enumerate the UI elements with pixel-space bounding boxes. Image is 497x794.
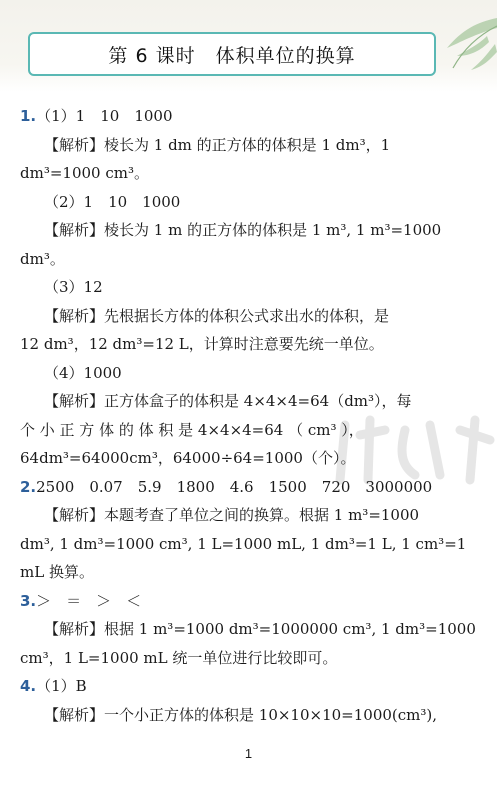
line-text: dm³=1000 cm³。	[20, 164, 149, 182]
answer-line	[20, 216, 480, 245]
answer-line	[20, 273, 480, 302]
answer-line	[20, 159, 480, 188]
answer-line	[20, 302, 480, 331]
line-text: 【解析】正方体盒子的体积是 4×4×4=64（dm³），每	[44, 392, 412, 410]
line-text: 2500 0.07 5.9 1800 4.6 1500 720 3000000	[36, 477, 433, 496]
line-text: （3）12	[44, 278, 103, 296]
line-text: （1）B	[36, 677, 87, 695]
answer-line	[20, 501, 480, 530]
line-text: 64dm³=64000cm³，64000÷64=1000（个）。	[20, 449, 356, 467]
answer-line	[20, 131, 480, 160]
answer-line	[20, 444, 480, 473]
question-number: 1.	[20, 107, 37, 125]
answer-line	[20, 245, 480, 274]
answer-line	[20, 387, 480, 416]
answer-content	[20, 102, 480, 729]
line-text: 【解析】棱长为 1 m 的正方体的体积是 1 m³, 1 m³=1000	[44, 221, 442, 239]
line-text: 【解析】根据 1 m³=1000 dm³=1000000 cm³, 1 dm³=1000	[44, 620, 476, 638]
line-text: （2）1 10 1000	[44, 192, 181, 211]
answer-line	[20, 416, 480, 445]
line-text: cm³，1 L=1000 mL 统一单位进行比较即可。	[20, 648, 338, 667]
answer-line	[20, 701, 480, 730]
line-text: 个 小 正 方 体 的 体 积 是 4×4×4=64 （ cm³ ），	[20, 420, 364, 439]
line-text: 12 dm³，12 dm³=12 L，计算时注意要先统一单位。	[20, 335, 384, 353]
answer-line	[20, 473, 480, 502]
line-text: 【解析】一个小正方体的体积是 10×10×10=1000(cm³),	[44, 705, 438, 724]
question-number: 2.	[20, 477, 37, 496]
line-text: dm³, 1 dm³=1000 cm³, 1 L=1000 mL, 1 dm³=1 L, 1 cm³=1	[20, 534, 467, 553]
answer-line	[20, 359, 480, 388]
line-text: （1）1 10 1000	[36, 107, 173, 125]
answer-line	[20, 102, 480, 131]
answer-line	[20, 530, 480, 559]
line-text: 【解析】先根据长方体的体积公式求出水的体积，是	[44, 306, 390, 325]
page-title-text: 第 6 课时 体积单位的换算	[108, 44, 356, 67]
page-number: 1	[244, 746, 253, 761]
page-title	[28, 32, 436, 76]
answer-line	[20, 558, 480, 587]
answer-line	[20, 587, 480, 616]
line-text: mL 换算。	[20, 563, 94, 581]
answer-line	[20, 672, 480, 701]
answer-line	[20, 188, 480, 217]
question-number: 4.	[20, 677, 37, 695]
answer-line	[20, 644, 480, 673]
line-text: ＞ ＝ ＞ ＜	[36, 591, 142, 610]
line-text: 【解析】棱长为 1 dm 的正方体的体积是 1 dm³，1	[44, 135, 391, 154]
line-text: dm³。	[20, 249, 65, 268]
line-text: 【解析】本题考查了单位之间的换算。根据 1 m³=1000	[44, 506, 420, 524]
leaf-decoration-icon	[427, 8, 497, 78]
answer-line	[20, 330, 480, 359]
answer-line	[20, 615, 480, 644]
line-text: （4）1000	[44, 363, 122, 382]
question-number: 3.	[20, 591, 37, 610]
